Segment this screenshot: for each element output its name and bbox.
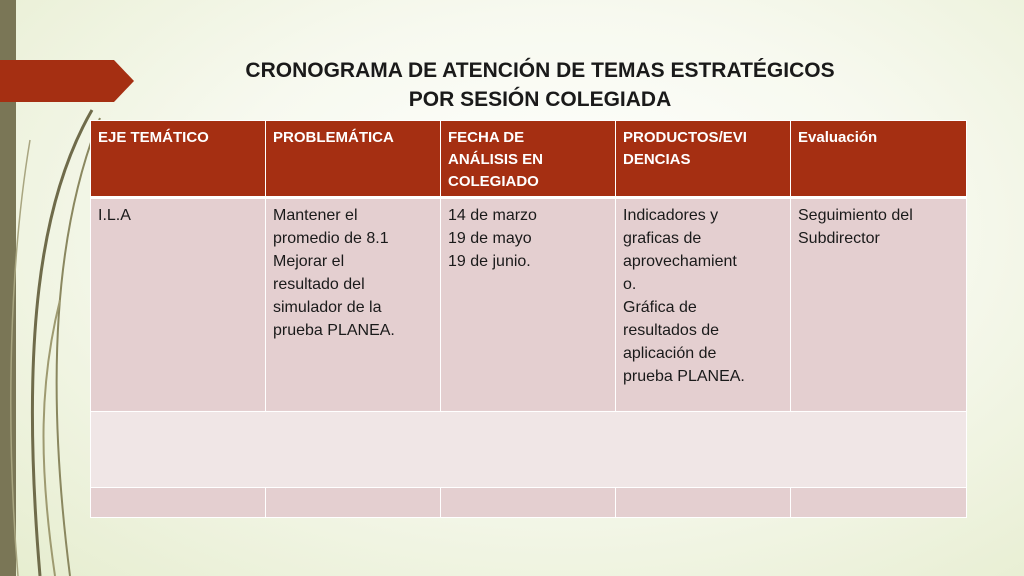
table-row (91, 198, 967, 412)
header-text: Evaluación (798, 129, 878, 146)
header-text: DENCIAS (623, 151, 691, 168)
cell-text: aprovechamient (623, 253, 737, 270)
cell-text: 14 de marzo (448, 207, 537, 224)
cell-text: Seguimiento del (798, 207, 913, 224)
cell-text: Indicadores y (623, 207, 719, 224)
cell-evaluacion (791, 198, 967, 412)
table-row-empty (91, 412, 967, 488)
cell-text: simulador de la (273, 299, 382, 316)
cell-eje (91, 198, 266, 412)
title-line-2: POR SESIÓN COLEGIADA (408, 88, 672, 111)
cell-problematica (266, 198, 441, 412)
header-text: ANÁLISIS EN (448, 151, 544, 168)
header-fecha (441, 121, 616, 198)
header-text: PROBLEMÁTICA (273, 129, 394, 146)
cell-fecha (441, 198, 616, 412)
header-text: COLEGIADO (448, 173, 539, 190)
table-row-empty (91, 488, 967, 518)
cell-text: o. (623, 276, 637, 293)
cell-text: 19 de mayo (448, 230, 532, 247)
cell-text: Mejorar el (273, 253, 345, 270)
empty-cell (266, 488, 441, 518)
cell-text: 19 de junio. (448, 253, 531, 270)
header-eje-tematico (91, 121, 266, 198)
header-productos (616, 121, 791, 198)
schedule-table (90, 120, 967, 518)
title-arrow-shape (0, 60, 134, 102)
cell-productos (616, 198, 791, 412)
cell-text: resultados de (623, 322, 720, 339)
header-evaluacion (791, 121, 967, 198)
cell-text: promedio de 8.1 (273, 230, 389, 247)
cell-text: Mantener el (273, 207, 358, 224)
empty-cell (791, 488, 967, 518)
empty-merged-cell (91, 412, 967, 488)
header-problematica (266, 121, 441, 198)
header-text: EJE TEMÁTICO (98, 129, 209, 146)
table-header-row (91, 121, 967, 198)
header-text: FECHA DE (448, 129, 525, 146)
cell-text: prueba PLANEA. (623, 368, 745, 385)
empty-cell (91, 488, 266, 518)
cell-text: aplicación de (623, 345, 717, 362)
cell-text: graficas de (623, 230, 702, 247)
cell-text: Gráfica de (623, 299, 697, 316)
title-line-1: CRONOGRAMA DE ATENCIÓN DE TEMAS ESTRATÉGICOS (245, 59, 835, 82)
header-text: PRODUCTOS/EVI (623, 129, 747, 146)
empty-cell (441, 488, 616, 518)
cell-text: Subdirector (798, 230, 880, 247)
cell-text: I.L.A (98, 207, 131, 224)
cell-text: prueba PLANEA. (273, 322, 395, 339)
page-title (150, 56, 930, 114)
cell-text: resultado del (273, 276, 365, 293)
empty-cell (616, 488, 791, 518)
